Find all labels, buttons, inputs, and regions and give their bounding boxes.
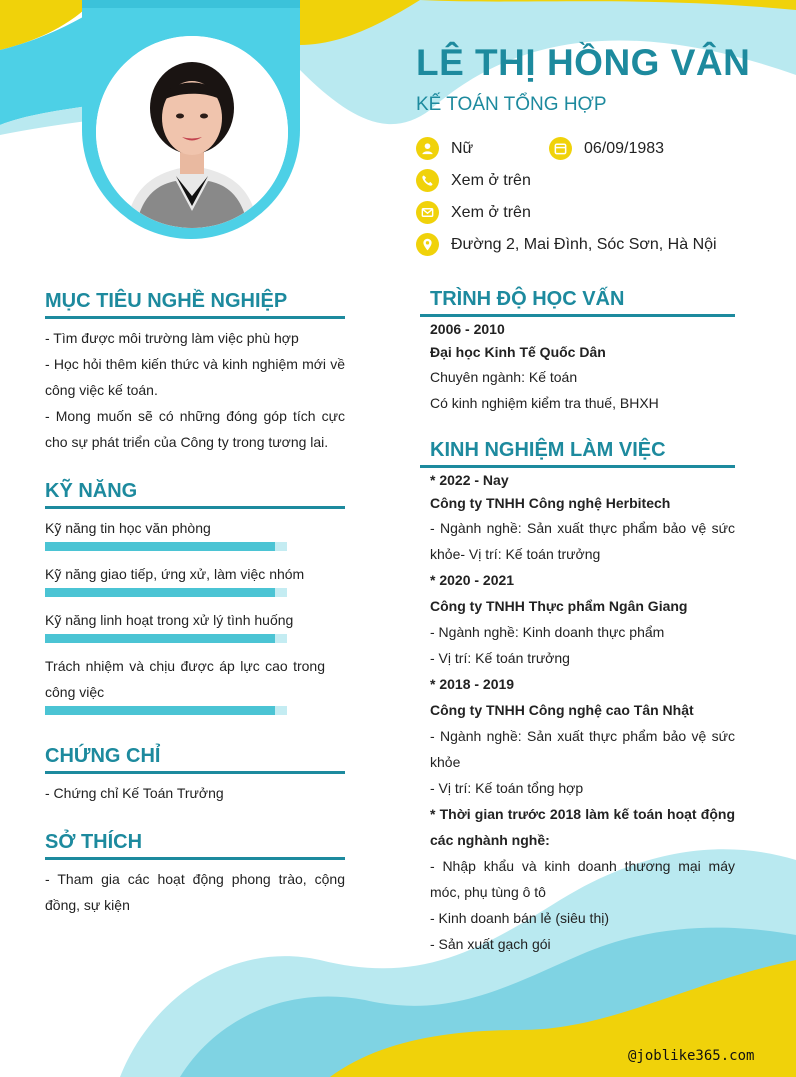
location-pin-icon bbox=[416, 233, 439, 256]
skill-bar-fill bbox=[45, 542, 275, 551]
contact-address bbox=[416, 233, 717, 256]
birthdate-value: 06/09/1983 bbox=[584, 139, 665, 157]
education-major: Chuyên ngành: Kế toán bbox=[430, 369, 578, 385]
job-period: * 2020 - 2021 bbox=[430, 572, 515, 588]
job-detail: - Vị trí: Kế toán tổng hợp bbox=[430, 780, 584, 796]
profile-photo-illustration bbox=[96, 36, 288, 228]
email-value: Xem ở trên bbox=[451, 203, 531, 221]
before-2018-title: * Thời gian trước 2018 làm kế toán hoạt động các nghành nghề: bbox=[430, 806, 735, 848]
before-2018-line: - Kinh doanh bán lẻ (siêu thị) bbox=[430, 910, 609, 926]
skill-bar bbox=[45, 634, 287, 643]
candidate-name: LÊ THỊ HỒNG VÂN bbox=[416, 42, 751, 83]
job-detail: - Ngành nghề: Kinh doanh thực phẩm bbox=[430, 624, 665, 640]
hobbies-divider bbox=[45, 857, 345, 860]
before-2018-line: - Sản xuất gạch gói bbox=[430, 936, 551, 952]
education-school: Đại học Kinh Tế Quốc Dân bbox=[430, 344, 606, 360]
hobbies-heading: SỞ THÍCH bbox=[45, 831, 143, 853]
job-company: Công ty TNHH Công nghệ cao Tân Nhật bbox=[430, 702, 694, 718]
mail-icon bbox=[416, 201, 439, 224]
education-heading: TRÌNH ĐỘ HỌC VẤN bbox=[430, 288, 625, 310]
contact-birthdate bbox=[549, 137, 664, 160]
skill-label: Kỹ năng linh hoạt trong xử lý tình huống bbox=[45, 612, 294, 628]
address-value: Đường 2, Mai Đình, Sóc Sơn, Hà Nội bbox=[451, 235, 717, 253]
job-detail: - Ngành nghề: Sản xuất thực phẩm bảo vệ sức khỏe bbox=[430, 728, 735, 770]
skills-divider bbox=[45, 506, 345, 509]
contact-gender bbox=[416, 137, 473, 160]
certificates-divider bbox=[45, 771, 345, 774]
skill-bar-fill bbox=[45, 588, 275, 597]
experience-heading: KINH NGHIỆM LÀM VIỆC bbox=[430, 439, 666, 461]
watermark: @joblike365.com bbox=[628, 1048, 755, 1064]
skill-bar-fill bbox=[45, 706, 275, 715]
skill-label: Kỹ năng tin học văn phòng bbox=[45, 520, 211, 536]
phone-value: Xem ở trên bbox=[451, 171, 531, 189]
job-title: KẾ TOÁN TỔNG HỢP bbox=[416, 94, 607, 115]
skill-bar bbox=[45, 588, 287, 597]
job-company: Công ty TNHH Công nghệ Herbitech bbox=[430, 495, 671, 511]
calendar-icon bbox=[549, 137, 572, 160]
education-note: Có kinh nghiệm kiểm tra thuế, BHXH bbox=[430, 395, 659, 411]
gender-value: Nữ bbox=[451, 139, 474, 157]
skill-bar bbox=[45, 706, 287, 715]
skill-bar bbox=[45, 542, 287, 551]
profile-photo bbox=[96, 36, 288, 228]
skills-heading: KỸ NĂNG bbox=[45, 480, 138, 502]
job-company: Công ty TNHH Thực phẩm Ngân Giang bbox=[430, 598, 688, 614]
before-2018-line: - Nhập khẩu và kinh doanh thương mại máy móc, phụ tùng ô tô bbox=[430, 858, 735, 900]
contact-email bbox=[416, 201, 531, 224]
objective-divider bbox=[45, 316, 345, 319]
job-period: * 2022 - Nay bbox=[430, 472, 509, 488]
skill-label: Trách nhiệm và chịu được áp lực cao trong công việc bbox=[45, 658, 325, 700]
objective-heading: MỤC TIÊU NGHỀ NGHIỆP bbox=[45, 290, 288, 312]
skill-label: Kỹ năng giao tiếp, ứng xử, làm việc nhóm bbox=[45, 566, 305, 582]
certificates-heading: CHỨNG CHỈ bbox=[45, 745, 161, 767]
hobby-line: - Tham gia các hoạt động phong trào, cộng đồng, sự kiện bbox=[45, 871, 345, 913]
objective-line: - Tìm được môi trường làm việc phù hợp bbox=[45, 330, 299, 346]
education-period: 2006 - 2010 bbox=[430, 321, 505, 337]
phone-icon bbox=[416, 169, 439, 192]
user-icon bbox=[416, 137, 439, 160]
objective-line: - Mong muốn sẽ có những đóng góp tích cực cho sự phát triển của Công ty trong tương lai. bbox=[45, 408, 345, 450]
job-detail: - Vị trí: Kế toán trưởng bbox=[430, 650, 570, 666]
job-period: * 2018 - 2019 bbox=[430, 676, 515, 692]
contact-phone bbox=[416, 169, 531, 192]
certificate-line: - Chứng chỉ Kế Toán Trưởng bbox=[45, 785, 224, 801]
skill-bar-fill bbox=[45, 634, 275, 643]
objective-line: - Học hỏi thêm kiến thức và kinh nghiệm mới về công việc kế toán. bbox=[45, 356, 345, 398]
job-detail: - Ngành nghề: Sản xuất thực phẩm bảo vệ sức khỏe- Vị trí: Kế toán trưởng bbox=[430, 520, 735, 562]
